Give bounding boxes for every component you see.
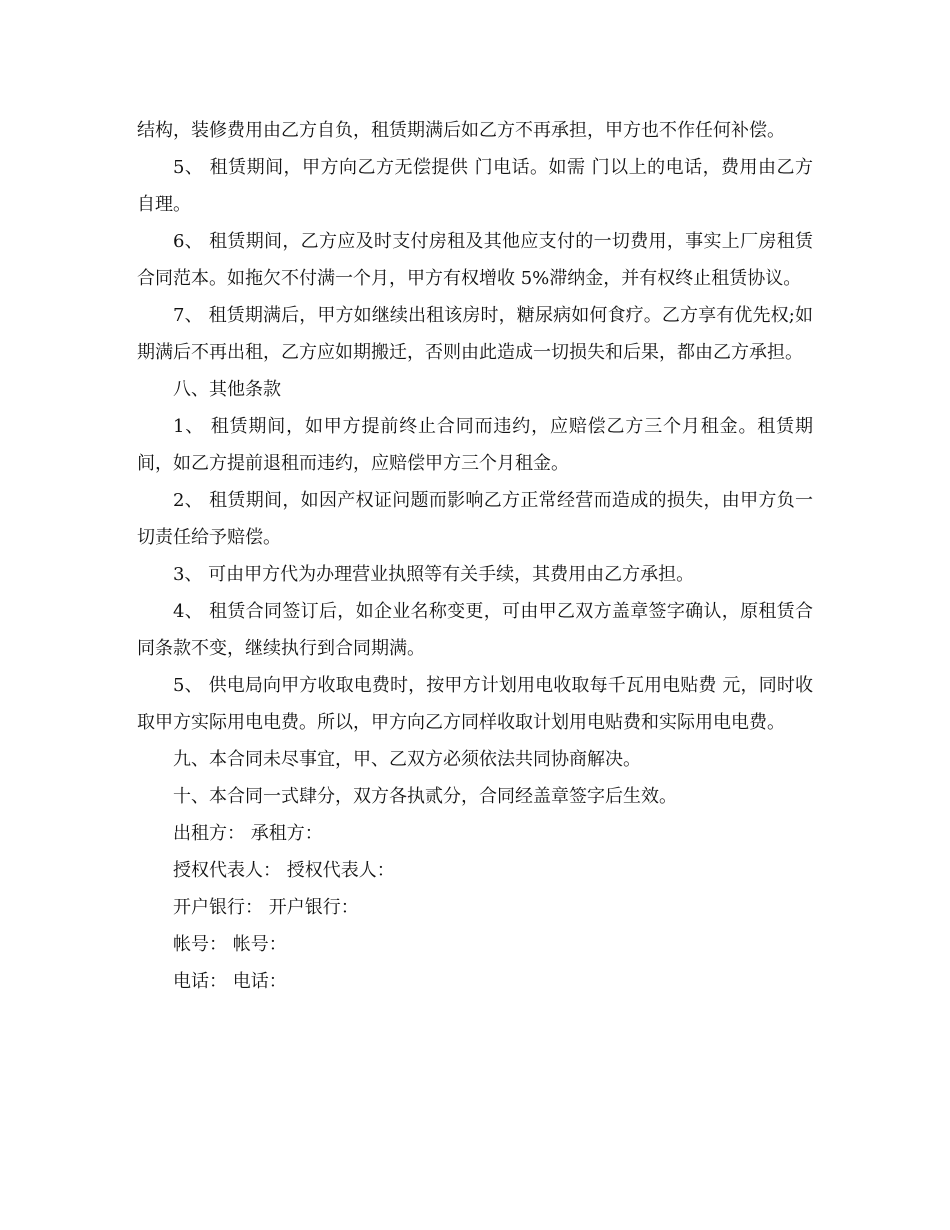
section-nine-unresolved-matters: 九、本合同未尽事宜，甲、乙双方必须依法共同协商解决。 — [173, 749, 641, 770]
signature-line-accounts: 帐号： 帐号： — [173, 934, 287, 955]
clause-8-4-name-change: 4、 租赁合同签订后，如企业名称变更，可由甲乙双方盖章签字确认，原租赁合同条款不变，继续执行到合同期满。 — [137, 601, 813, 659]
clause-7-6-payment: 6、 租赁期间，乙方应及时支付房租及其他应支付的一切费用，事实上厂房租赁合同范本。如拖欠不付满一个月，甲方有权增收 5%滞纳金，并有权终止租赁协议。 — [137, 231, 813, 289]
signature-line-banks: 开户银行： 开户银行： — [173, 897, 359, 918]
paragraph-continuation: 结构，装修费用由乙方自负，租赁期满后如乙方不再承担，甲方也不作任何补偿。 — [137, 120, 785, 141]
clause-8-3-business-license: 3、 可由甲方代为办理营业执照等有关手续，其费用由乙方承担。 — [173, 564, 695, 585]
signature-line-parties: 出租方： 承租方： — [173, 823, 323, 844]
document-body — [137, 112, 813, 1000]
signature-line-phones: 电话： 电话： — [173, 971, 287, 992]
clause-7-5-telephone: 5、 租赁期间，甲方向乙方无偿提供 门电话。如需 门以上的电话，费用由乙方自理。 — [137, 157, 813, 215]
signature-line-representatives: 授权代表人： 授权代表人： — [173, 860, 395, 881]
clause-8-5-electricity: 5、 供电局向甲方收取电费时，按甲方计划用电收取每千瓦用电贴费 元，同时收取甲方实际用电电费。所以，甲方向乙方同样收取计划用电贴费和实际用电电费。 — [137, 675, 813, 733]
clause-8-1-breach: 1、 租赁期间，如甲方提前终止合同而违约，应赔偿乙方三个月租金。租赁期间，如乙方提前退租而违约，应赔偿甲方三个月租金。 — [137, 416, 813, 474]
section-ten-copies: 十、本合同一式肆分，双方各执贰分，合同经盖章签字后生效。 — [173, 786, 677, 807]
clause-8-2-property-rights: 2、 租赁期间，如因产权证问题而影响乙方正常经营而造成的损失，由甲方负一切责任给予赔偿。 — [137, 490, 813, 548]
section-heading-other-terms: 八、其他条款 — [173, 379, 281, 400]
clause-7-7-renewal: 7、 租赁期满后，甲方如继续出租该房时，糖尿病如何食疗。乙方享有优先权;如期满后不再出租，乙方应如期搬迁，否则由此造成一切损失和后果，都由乙方承担。 — [137, 305, 813, 363]
